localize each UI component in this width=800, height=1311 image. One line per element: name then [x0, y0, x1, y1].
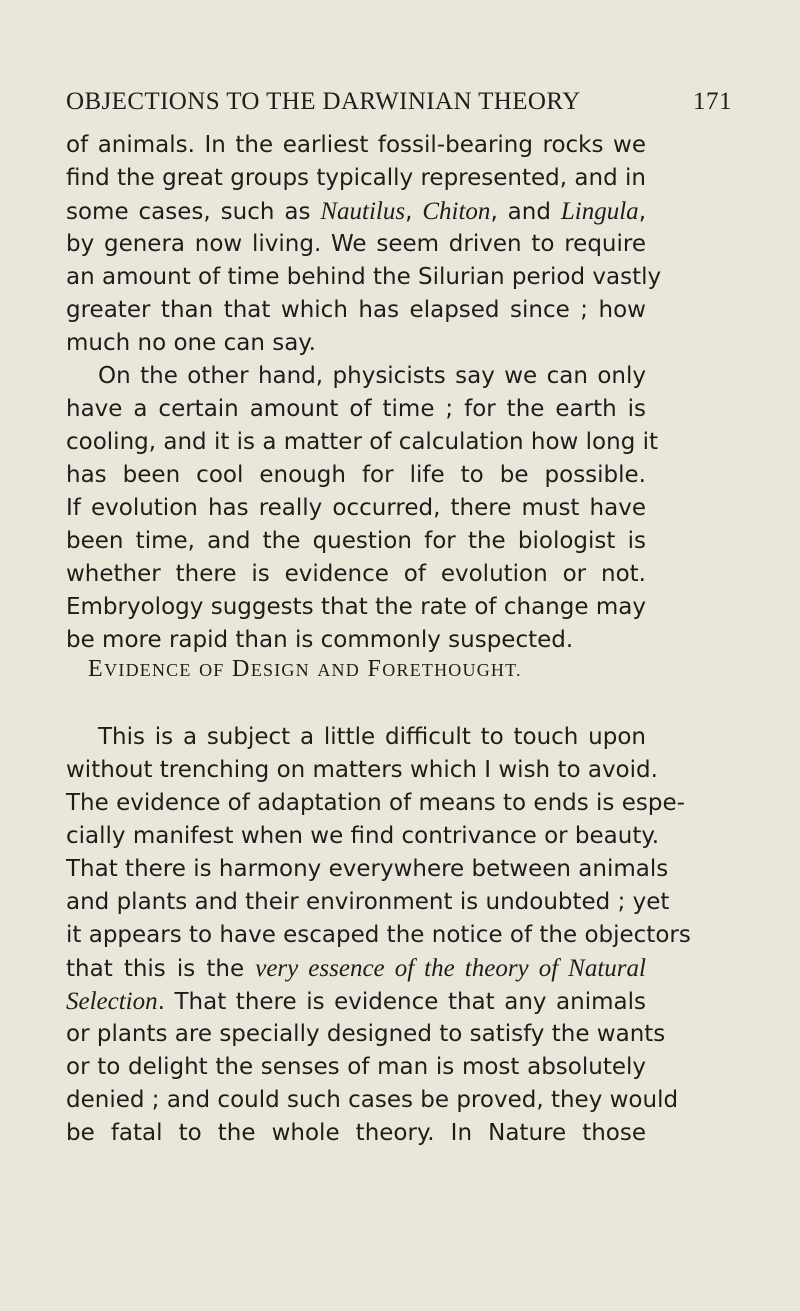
text-line: by genera now living. We seem driven to require	[66, 231, 646, 257]
text-line: Selection. That there is evidence that any animals	[66, 988, 646, 1015]
text-line: find the great groups typically represented, and in	[66, 165, 646, 191]
text-line: have a certain amount of time ; for the earth is	[66, 396, 646, 422]
text-line: without trenching on matters which I wish to avoid.	[66, 757, 658, 783]
text-line: be more rapid than is commonly suspected.	[66, 627, 574, 653]
text-line: cooling, and it is a matter of calculation how long it	[66, 429, 659, 455]
text-line: greater than that which has elapsed since ; how	[66, 297, 646, 323]
text-line: denied ; and could such cases be proved, they would	[66, 1087, 679, 1113]
text-line: or plants are specially designed to satisfy the wants	[66, 1021, 666, 1047]
section-heading: EVIDENCE OF DESIGN AND FORETHOUGHT.	[88, 656, 522, 682]
text-line: be fatal to the whole theory. In Nature those	[66, 1120, 646, 1146]
text-line: it appears to have escaped the notice of the objectors	[66, 922, 691, 948]
italic-phrase: very essence of the theory of Natural	[255, 955, 646, 982]
italic-term: Nautilus	[320, 198, 406, 225]
text-line: cially manifest when we find contrivance or beauty.	[66, 823, 660, 849]
text-line: of animals. In the earliest fossil-bearing rocks we	[66, 132, 646, 158]
text-line: or to delight the senses of man is most absolutely	[66, 1054, 646, 1080]
text-line: has been cool enough for life to be possible.	[66, 462, 646, 488]
text-line: This is a subject a little difficult to touch upon	[98, 724, 646, 750]
text-line: some cases, such as Nautilus, Chiton, and Lingula,	[66, 198, 646, 225]
text-line: On the other hand, physicists say we can only	[98, 363, 646, 389]
text-line: been time, and the question for the biologist is	[66, 528, 646, 554]
text-line: and plants and their environment is undoubted ; yet	[66, 889, 670, 915]
italic-phrase: Selection	[66, 988, 158, 1015]
running-header	[66, 88, 732, 116]
italic-term: Chiton	[422, 198, 491, 225]
text-line: that this is the very essence of the theory of Natural	[66, 955, 646, 982]
page-number: 171	[693, 88, 732, 115]
text-line: whether there is evidence of evolution or not.	[66, 561, 646, 587]
text-line: much no one can say.	[66, 330, 316, 356]
text-line: an amount of time behind the Silurian period vastly	[66, 264, 662, 290]
text-line: That there is harmony everywhere between animals	[66, 856, 669, 882]
italic-term: Lingula	[560, 198, 639, 225]
text-line: The evidence of adaptation of means to ends is espe-	[66, 790, 685, 816]
text-line: If evolution has really occurred, there must have	[66, 495, 646, 521]
text-line: Embryology suggests that the rate of change may	[66, 594, 646, 620]
running-title: OBJECTIONS TO THE DARWINIAN THEORY	[66, 88, 581, 115]
